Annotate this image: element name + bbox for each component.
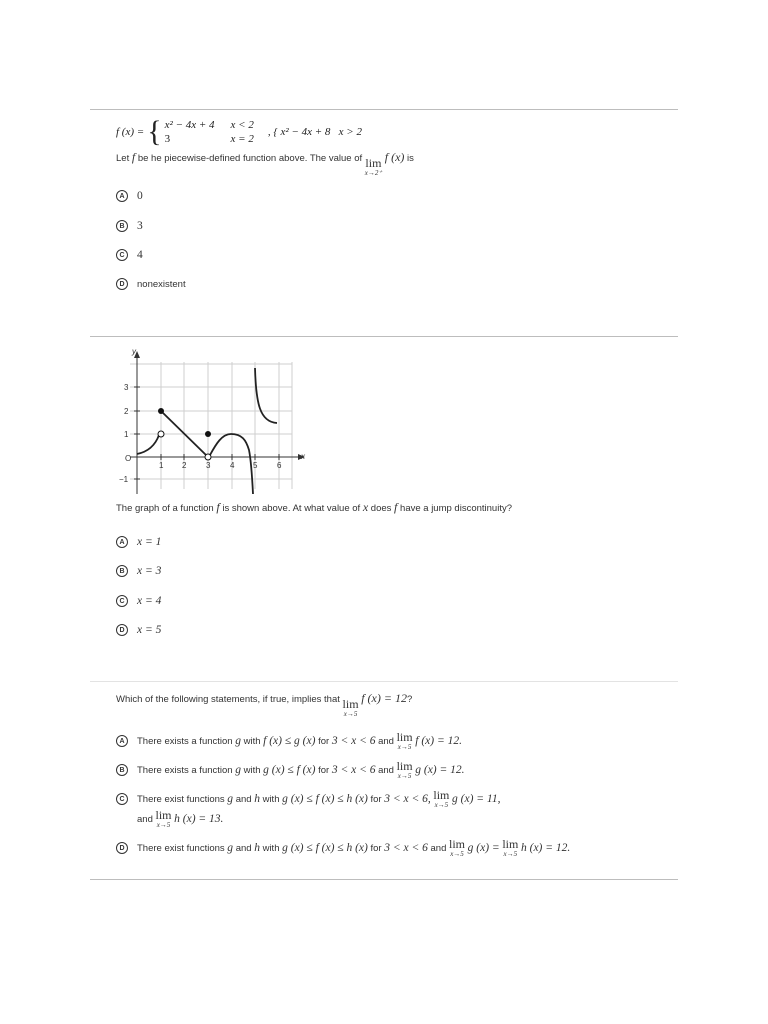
choice-math: g (x) ≤ f (x) ≤ h (x) bbox=[282, 842, 368, 854]
q3-choice-b[interactable] bbox=[116, 760, 465, 780]
cases-grid bbox=[165, 118, 254, 146]
open-point bbox=[158, 431, 164, 437]
case2-condition: x = 2 bbox=[230, 133, 254, 145]
y-tick-label: −1 bbox=[119, 475, 129, 484]
choice-letter-b: B bbox=[116, 764, 128, 776]
lim-word: lim bbox=[396, 759, 413, 773]
x-tick-label: 2 bbox=[182, 461, 187, 470]
choice-value: nonexistent bbox=[137, 278, 186, 290]
choice-math: h (x) = 13. bbox=[174, 813, 224, 825]
q2-stem bbox=[116, 500, 512, 515]
q3-choice-c[interactable] bbox=[116, 789, 500, 809]
lim-word: lim bbox=[396, 730, 413, 744]
choice-value: x = 4 bbox=[137, 595, 162, 607]
q2-stem-f2: f bbox=[394, 500, 398, 514]
choice-limit bbox=[449, 838, 465, 858]
choice-value: 0 bbox=[137, 190, 143, 202]
choice-math: g bbox=[227, 793, 234, 805]
q2-stem-x: x bbox=[362, 500, 369, 514]
choice-letter-a: A bbox=[116, 190, 128, 202]
choice-letter-a: A bbox=[116, 536, 128, 548]
choice-limit bbox=[156, 809, 172, 829]
choice-math: 3 < x < 6 bbox=[331, 735, 376, 747]
choice-limit bbox=[397, 731, 413, 751]
q3-limit-expression: f (x) = 12 bbox=[361, 691, 407, 705]
case1-expression: x² − 4x + 4 bbox=[164, 119, 215, 131]
choice-math: 3 < x < 6 bbox=[331, 764, 376, 776]
q2-choice-d[interactable] bbox=[116, 624, 161, 636]
choice-math: h bbox=[254, 842, 260, 854]
q3-choice-c-line2 bbox=[137, 809, 223, 829]
choice-math: g (x) ≤ f (x) bbox=[263, 764, 316, 776]
choice-limit bbox=[397, 760, 413, 780]
case2-expression: 3 bbox=[164, 133, 171, 145]
lim-word: lim bbox=[433, 788, 450, 802]
choice-text: and bbox=[378, 764, 394, 776]
curve-segment-4 bbox=[255, 368, 277, 423]
choice-text: There exist functions bbox=[137, 793, 225, 805]
closed-point bbox=[205, 431, 211, 437]
choice-math: 3 < x < 6, bbox=[384, 793, 431, 805]
choice-text: with bbox=[262, 793, 280, 805]
y-tick-label: 1 bbox=[124, 430, 129, 439]
choice-math: g bbox=[227, 842, 234, 854]
choice-text: There exists a function bbox=[137, 764, 233, 776]
separator-q2-q3 bbox=[90, 681, 678, 682]
choice-value: x = 3 bbox=[137, 565, 162, 577]
choice-math: g bbox=[235, 735, 241, 747]
y-tick-label: 3 bbox=[124, 383, 129, 392]
q3-limit bbox=[343, 698, 359, 718]
choice-letter-b: B bbox=[116, 220, 128, 232]
choice-limit bbox=[502, 838, 518, 858]
curve-segment-1 bbox=[137, 435, 159, 454]
q1-stem-text-3: is bbox=[407, 153, 414, 164]
choice-letter-d: D bbox=[116, 624, 128, 636]
lim-subscript: x→5 bbox=[397, 743, 412, 751]
lim-word: lim bbox=[342, 697, 359, 711]
x-tick-label: 4 bbox=[230, 461, 235, 470]
lim-subscript: x→5 bbox=[434, 801, 449, 809]
q3-stem-text-2: ? bbox=[406, 694, 413, 705]
function-label: f (x) = bbox=[116, 126, 145, 138]
choice-text: for bbox=[318, 735, 330, 747]
q1-stem-f: f bbox=[131, 150, 136, 164]
choice-text: with bbox=[243, 764, 261, 776]
x-tick-label: 3 bbox=[206, 461, 211, 470]
q1-stem-text-2: be he piecewise-defined function above. The value of bbox=[137, 153, 363, 164]
choice-letter-c: C bbox=[116, 249, 128, 261]
graph-grid bbox=[130, 362, 292, 489]
choice-value: 4 bbox=[137, 249, 143, 261]
choice-math: f (x) ≤ g (x) bbox=[263, 735, 316, 747]
q2-choice-a[interactable] bbox=[116, 536, 161, 548]
piecewise-definition bbox=[116, 116, 362, 148]
choice-math: g (x) = bbox=[467, 842, 500, 854]
q2-choice-b[interactable] bbox=[116, 565, 161, 577]
choice-math: h (x) = 12. bbox=[520, 842, 571, 854]
lim-word: lim bbox=[155, 808, 172, 822]
q1-limit bbox=[365, 157, 382, 177]
choice-letter-a: A bbox=[116, 735, 128, 747]
left-brace: { bbox=[147, 115, 162, 148]
q3-choice-d[interactable] bbox=[116, 838, 570, 858]
q1-choice-b[interactable] bbox=[116, 220, 143, 232]
choice-value: x = 5 bbox=[137, 624, 162, 636]
q2-stem-text-3: does bbox=[370, 503, 392, 514]
choice-text: and bbox=[430, 842, 447, 854]
choice-letter-d: D bbox=[116, 278, 128, 290]
separator-top bbox=[90, 109, 678, 110]
choice-math: 3 < x < 6 bbox=[384, 842, 428, 854]
choice-math: g bbox=[235, 764, 241, 776]
lim-subscript: x→5 bbox=[156, 821, 171, 829]
choice-text: There exist functions bbox=[137, 842, 225, 854]
choice-text: with bbox=[262, 842, 280, 854]
lim-word: lim bbox=[365, 156, 382, 170]
y-tick-label: 2 bbox=[124, 407, 129, 416]
lim-word: lim bbox=[502, 837, 519, 851]
separator-bottom bbox=[90, 879, 678, 880]
choice-value: x = 1 bbox=[137, 536, 162, 548]
choice-limit bbox=[433, 789, 449, 809]
choice-text: and bbox=[235, 842, 252, 854]
lim-subscript: x→2⁺ bbox=[364, 169, 383, 177]
choice-text: for bbox=[370, 842, 382, 854]
choice-text: and bbox=[235, 793, 252, 805]
separator-q1-q2 bbox=[90, 336, 678, 337]
choice-math: g (x) = 12. bbox=[415, 764, 465, 776]
origin-label: O bbox=[125, 454, 132, 463]
y-axis-label: y bbox=[132, 347, 136, 356]
x-tick-label: 5 bbox=[253, 461, 258, 470]
x-tick-label: 6 bbox=[277, 461, 282, 470]
choice-text: There exists a function bbox=[137, 735, 233, 747]
choice-math: g (x) = 11, bbox=[452, 793, 501, 805]
q3-choice-a[interactable] bbox=[116, 731, 462, 751]
q1-stem bbox=[116, 150, 414, 177]
choice-letter-b: B bbox=[116, 565, 128, 577]
case1-condition: x < 2 bbox=[230, 119, 254, 131]
lim-subscript: x→5 bbox=[503, 850, 518, 858]
q1-stem-text-1: Let bbox=[116, 153, 130, 164]
closed-point bbox=[158, 408, 164, 414]
q3-stem bbox=[116, 691, 412, 718]
function-graph bbox=[112, 344, 312, 494]
q2-choice-c[interactable] bbox=[116, 595, 161, 607]
choice-text: for bbox=[370, 793, 382, 805]
choice-text: for bbox=[318, 764, 330, 776]
q1-choice-d[interactable] bbox=[116, 278, 186, 290]
choice-math: g (x) ≤ f (x) ≤ h (x) bbox=[282, 793, 368, 805]
case3-expression: , { x² − 4x + 8 x > 2 bbox=[267, 126, 362, 138]
choice-letter-d: D bbox=[116, 842, 128, 854]
choice-math: h bbox=[254, 793, 260, 805]
lim-subscript: x→5 bbox=[397, 772, 412, 780]
q2-stem-text-4: have a jump discontinuity? bbox=[400, 503, 512, 514]
q2-stem-f: f bbox=[216, 500, 220, 514]
choice-text: and bbox=[378, 735, 394, 747]
choice-text: and bbox=[137, 813, 153, 825]
q1-choice-c[interactable] bbox=[116, 249, 143, 261]
q2-stem-text-2: is shown above. At what value of bbox=[222, 503, 361, 514]
choice-math: f (x) = 12. bbox=[415, 735, 462, 747]
choice-letter-c: C bbox=[116, 595, 128, 607]
lim-subscript: x→5 bbox=[450, 850, 464, 858]
choice-value: 3 bbox=[137, 220, 143, 232]
q1-choice-a[interactable] bbox=[116, 190, 143, 202]
lim-subscript: x→5 bbox=[343, 710, 358, 718]
q3-stem-text-1: Which of the following statements, if true, implies that bbox=[116, 694, 340, 705]
x-tick-label: 1 bbox=[159, 461, 164, 470]
choice-letter-c: C bbox=[116, 793, 128, 805]
q1-limit-expression: f (x) bbox=[384, 150, 405, 164]
lim-word: lim bbox=[449, 837, 466, 851]
open-point bbox=[205, 454, 211, 460]
x-axis-label: x bbox=[301, 452, 305, 461]
choice-text: with bbox=[243, 735, 261, 747]
q2-stem-text-1: The graph of a function bbox=[116, 503, 214, 514]
